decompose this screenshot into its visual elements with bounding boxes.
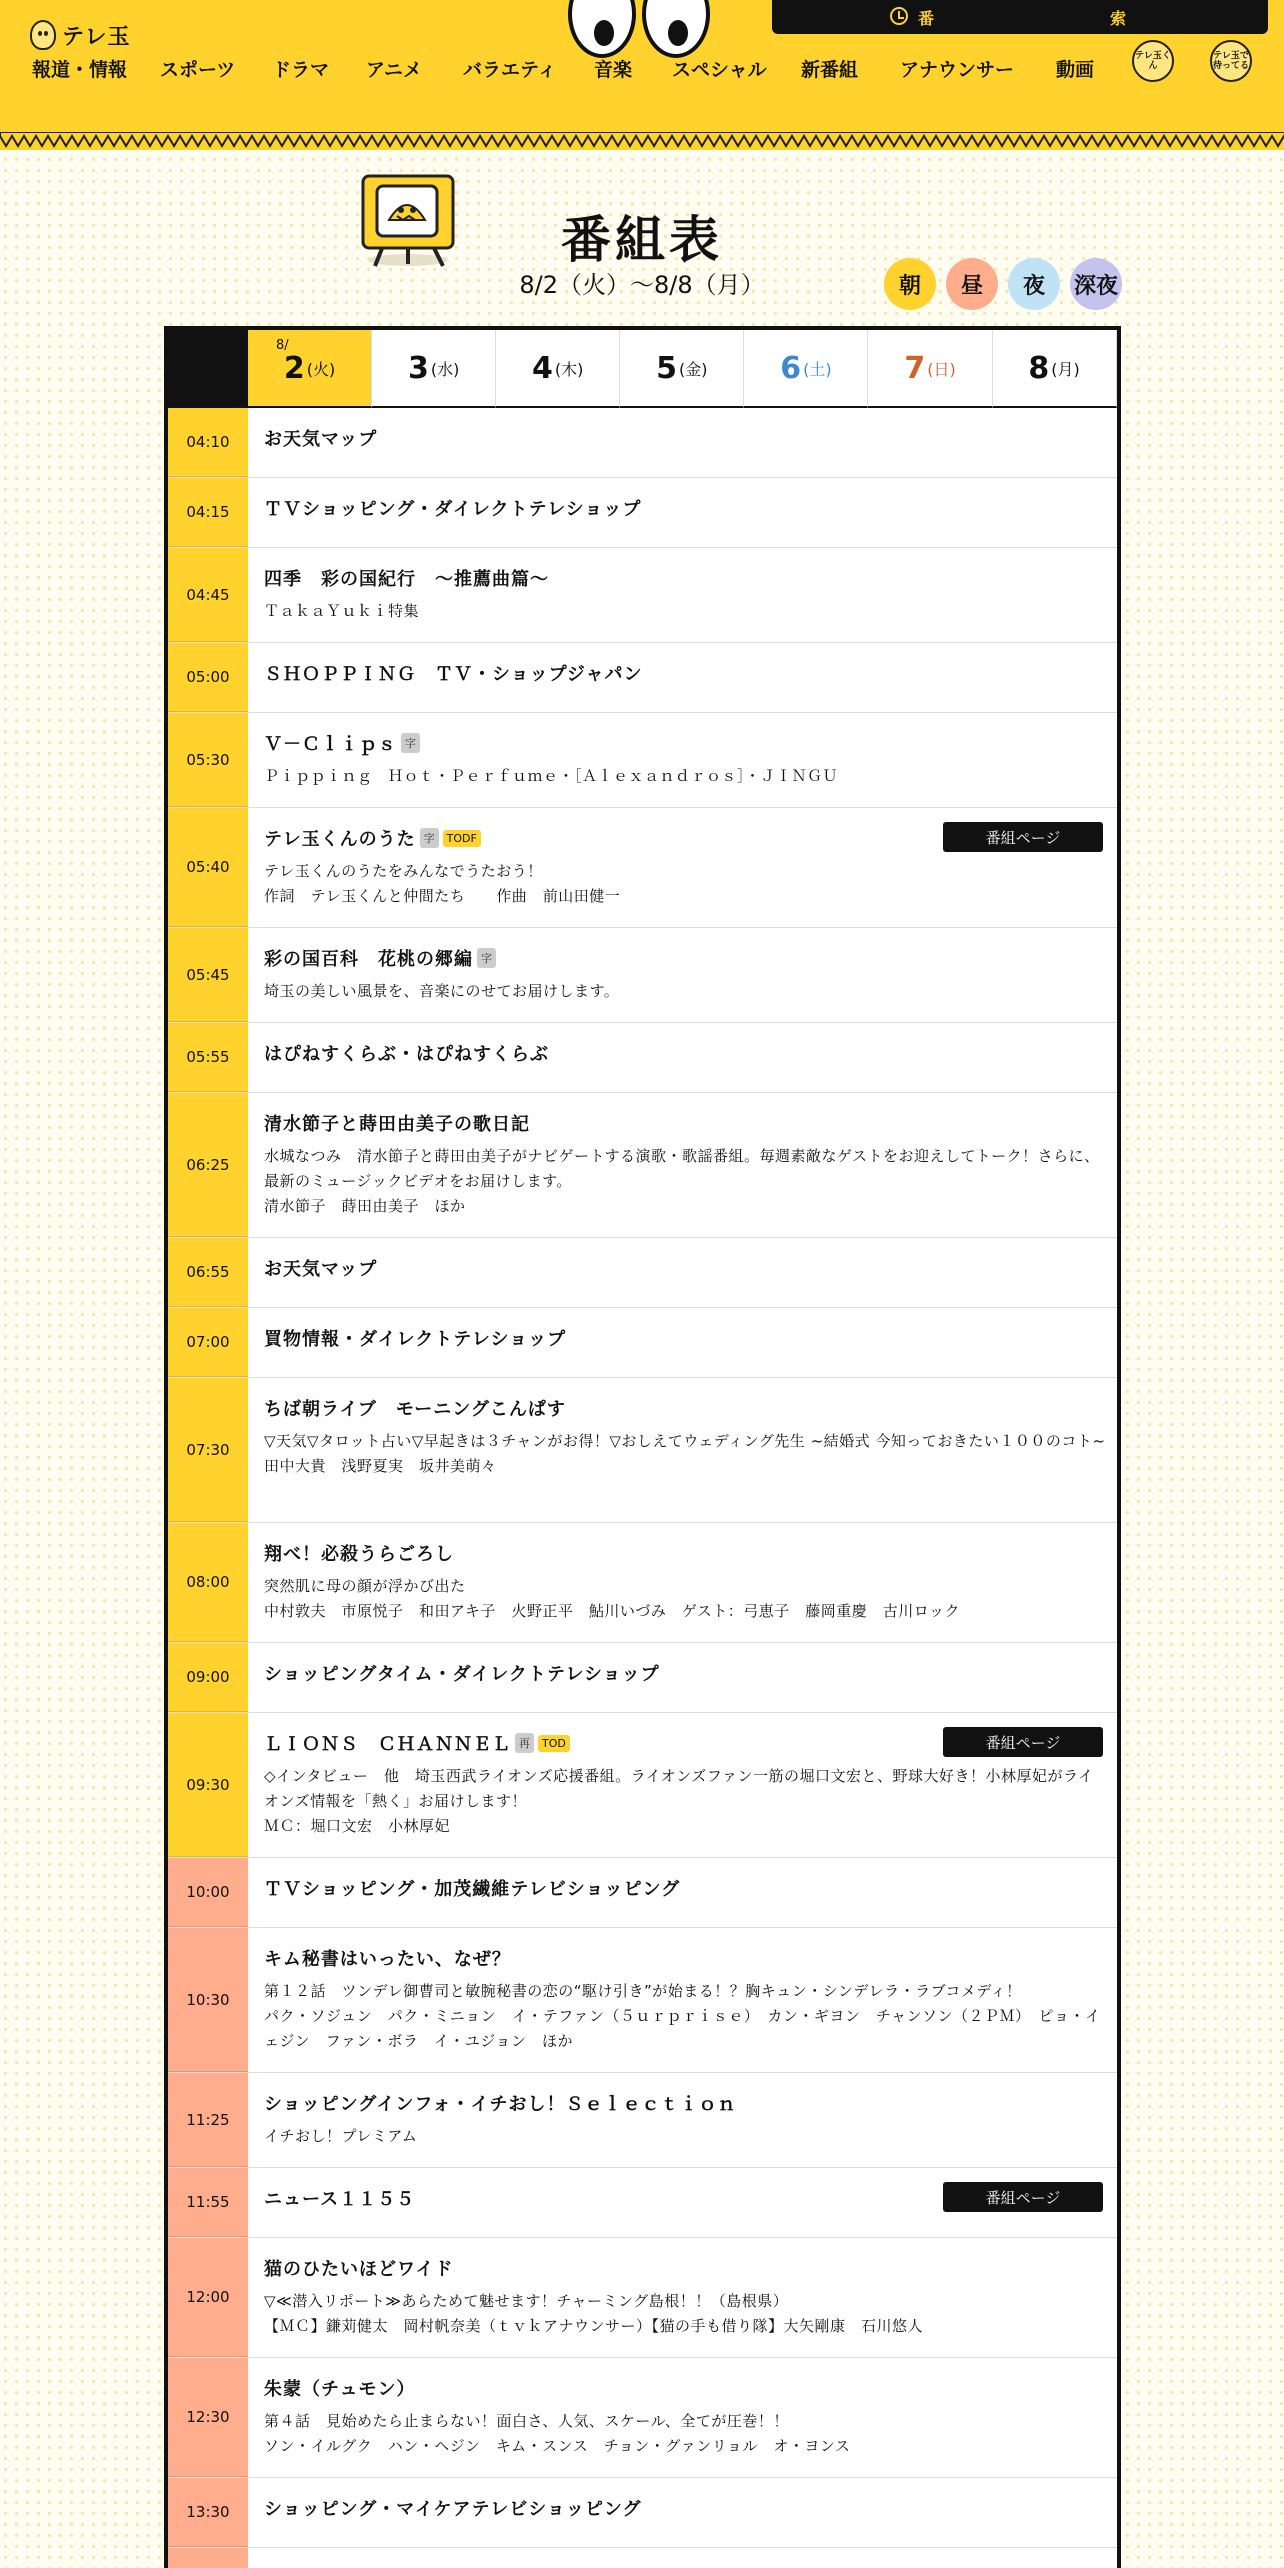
program-row xyxy=(168,1523,1117,1643)
day-tab-weekday: (木) xyxy=(554,359,584,379)
program-row xyxy=(168,2238,1117,2358)
day-tab-weekday: (土) xyxy=(803,359,832,379)
program-description-line: ＴａｋａＹｕｋｉ特集 xyxy=(264,602,420,620)
program-description-line: ▽天気▽タロット占い▽早起きは３チャンがお得！▽おしえてウェディング先生 ~結婚式 今知っておきたい１００のコト~ xyxy=(264,1432,1106,1450)
day-tab-date: 5 xyxy=(656,350,678,386)
program-tag-badge: TODF xyxy=(443,830,481,847)
day-tab[interactable] xyxy=(248,330,372,408)
program-info xyxy=(264,1643,1117,1686)
nav-item-sports[interactable]: スポーツ xyxy=(160,59,236,81)
day-tab-weekday: (金) xyxy=(679,359,708,379)
program-time xyxy=(168,2548,248,2568)
program-time: 09:00 xyxy=(168,1643,248,1712)
program-time: 06:55 xyxy=(168,1238,248,1307)
day-tab-month: 8/ xyxy=(276,338,289,353)
teletama-kun-badge[interactable] xyxy=(1132,40,1174,82)
site-logo[interactable] xyxy=(30,16,131,54)
site-header xyxy=(0,0,1284,150)
program-title-line xyxy=(264,660,1107,686)
program-description-line: ◇インタビュー 他 埼玉西武ライオンズ応援番組。ライオンズファン一筋の堀口文宏と、野球大好き！小林厚妃がライオンズ情報を「熱く」お届けします！ xyxy=(264,1767,1094,1810)
program-description-line: ▽≪潜入リポート≫あらためて魅せます！チャーミング島根！！（島根県） xyxy=(264,2292,789,2310)
program-time: 04:10 xyxy=(168,408,248,477)
program-description xyxy=(264,599,1107,624)
program-row xyxy=(168,1093,1117,1238)
program-description-line: テレ玉くんのうたをみんなでうたおう！ xyxy=(264,862,543,880)
program-title[interactable]: 四季 彩の国紀行 ～推薦曲篇～ xyxy=(264,569,549,590)
program-info xyxy=(264,548,1117,624)
program-title-line xyxy=(264,1395,1107,1421)
program-info xyxy=(264,1023,1117,1066)
program-title-line xyxy=(264,495,1107,521)
program-title[interactable]: ショッピング・マイケアテレビショッピング xyxy=(264,2499,642,2520)
program-info xyxy=(264,1238,1117,1281)
program-title[interactable]: ＴＶショッピング・ダイレクトテレショップ xyxy=(264,499,642,520)
day-tab-weekday: (日) xyxy=(927,359,956,379)
nav-item-announcers[interactable]: アナウンサー xyxy=(900,59,1015,81)
program-row xyxy=(168,2548,1117,2568)
program-title[interactable]: はぴねすくらぶ・はぴねすくらぶ xyxy=(264,1044,549,1065)
program-tag-badge: 字 xyxy=(401,733,420,753)
program-title-line xyxy=(264,2090,1107,2116)
program-description xyxy=(264,2409,1107,2459)
nav-item-anime[interactable]: アニメ xyxy=(366,59,423,81)
day-tab[interactable] xyxy=(496,330,620,408)
program-time: 09:30 xyxy=(168,1713,248,1857)
program-time: 11:55 xyxy=(168,2168,248,2237)
nav-item-music[interactable]: 音楽 xyxy=(594,59,633,81)
program-description-line: 水城なつみ 清水節子と蒔田由美子がナビゲートする演歌・歌謡番組。毎週素敵なゲストをお迎えしてトーク！さらに、最新のミュージックビデオをお届けします。 xyxy=(264,1147,1100,1190)
date-range: 8/2（火）〜8/8（月） xyxy=(519,271,765,299)
program-row xyxy=(168,1928,1117,2073)
program-tag-badge: 字 xyxy=(420,828,439,848)
nav-item-videos[interactable]: 動画 xyxy=(1056,59,1095,81)
logo-text: テレ玉 xyxy=(62,24,131,50)
program-title-line xyxy=(264,2375,1107,2401)
program-row xyxy=(168,1238,1117,1308)
program-info xyxy=(264,2238,1117,2339)
program-row xyxy=(168,713,1117,808)
night-button[interactable]: 夜 xyxy=(1008,258,1060,310)
nav-item-variety[interactable]: バラエティ xyxy=(463,59,557,81)
program-row xyxy=(168,2358,1117,2478)
program-time: 04:45 xyxy=(168,548,248,642)
program-info xyxy=(264,1378,1117,1479)
program-info xyxy=(264,408,1117,451)
program-list xyxy=(168,408,1117,2568)
program-description xyxy=(264,1144,1107,1219)
day-tab-date: 3 xyxy=(407,350,429,386)
program-description xyxy=(264,859,1107,909)
program-row xyxy=(168,2168,1117,2238)
program-info xyxy=(264,2548,1117,2568)
program-description-line: ソン・イルグク ハン・ヘジン キム・スンス チョン・グァンリョル オ・ヨンス xyxy=(264,2437,851,2455)
program-row xyxy=(168,1378,1117,1523)
badge-label: テレ玉で待ってる xyxy=(1212,51,1249,71)
day-tab-date: 4 xyxy=(532,350,553,386)
day-tab-weekday: (月) xyxy=(1051,359,1080,379)
day-tab[interactable] xyxy=(372,330,496,408)
program-title[interactable]: ＴＶショッピング・加茂繊維テレビショッピング xyxy=(264,1879,681,1900)
program-title[interactable]: テレ玉くんのうた xyxy=(264,829,416,850)
program-description-line: 第４話 見始めたら止まらない！面白さ、人気、スケール、全てが圧巻！！ xyxy=(264,2412,789,2430)
program-title[interactable]: ショッピングタイム・ダイレクトテレショップ xyxy=(264,1664,660,1685)
program-title[interactable]: 清水節子と蒔田由美子の歌日記 xyxy=(264,1114,530,1135)
program-tag-badge: 再 xyxy=(515,1733,534,1753)
day-tab-date: 7 xyxy=(904,350,926,386)
program-row xyxy=(168,478,1117,548)
program-time: 10:30 xyxy=(168,1928,248,2072)
program-title-line xyxy=(264,1255,1107,1281)
waiting-badge[interactable] xyxy=(1210,40,1252,82)
program-row xyxy=(168,548,1117,643)
program-description-line: 突然肌に母の顔が浮かび出た xyxy=(264,1577,466,1595)
nav-item-drama[interactable]: ドラマ xyxy=(272,59,330,81)
nav-item-new-programs[interactable]: 新番組 xyxy=(801,59,859,81)
program-time: 12:00 xyxy=(168,2238,248,2357)
program-title-line xyxy=(264,425,1107,451)
program-row xyxy=(168,408,1117,478)
program-row xyxy=(168,2073,1117,2168)
program-title-line xyxy=(264,1540,1107,1566)
noon-button[interactable]: 昼 xyxy=(946,258,998,310)
program-info xyxy=(264,1928,1117,2054)
program-time: 05:55 xyxy=(168,1023,248,1092)
day-tab[interactable] xyxy=(744,330,868,408)
program-info xyxy=(264,1858,1117,1901)
program-title-line xyxy=(264,1945,1107,1971)
program-time: 05:30 xyxy=(168,713,248,807)
nav-item-news[interactable]: 報道・情報 xyxy=(32,59,128,81)
program-row xyxy=(168,928,1117,1023)
program-description-line: ＭＣ：堀口文宏 小林厚妃 xyxy=(264,1817,451,1835)
main-nav xyxy=(0,55,1284,85)
program-title[interactable]: Ｖ－Ｃｌｉｐｓ xyxy=(264,734,397,755)
program-title-line xyxy=(264,565,1107,591)
program-title-line xyxy=(264,1325,1107,1351)
program-info xyxy=(264,2358,1117,2459)
day-tab-date: 8 xyxy=(1028,350,1050,386)
program-row xyxy=(168,808,1117,928)
program-title-line xyxy=(264,2255,1107,2281)
search-bar-text-right: 索 xyxy=(1110,9,1127,28)
program-tag-badge: TOD xyxy=(538,1735,570,1752)
program-info xyxy=(264,1308,1117,1351)
program-time: 11:25 xyxy=(168,2073,248,2167)
program-time: 08:00 xyxy=(168,1523,248,1642)
program-title-line xyxy=(264,1040,1107,1066)
program-description-line: 清水節子 蒔田由美子 ほか xyxy=(264,1197,466,1215)
program-title[interactable]: お天気マップ xyxy=(264,429,378,450)
program-info xyxy=(264,2073,1117,2149)
program-info xyxy=(264,928,1117,1004)
program-title[interactable]: 朱蒙（チュモン） xyxy=(264,2379,416,2400)
program-title[interactable]: お天気マップ xyxy=(264,1259,378,1280)
program-time: 07:30 xyxy=(168,1378,248,1522)
program-info xyxy=(264,713,1117,789)
day-tab-date: 6 xyxy=(780,350,802,386)
corner-cell xyxy=(168,330,248,408)
program-title[interactable]: ＬＩＯＮＳ ＣＨＡＮＮＥＬ xyxy=(264,1734,511,1755)
program-title-line xyxy=(264,2495,1107,2521)
time-of-day-buttons xyxy=(884,258,1124,312)
program-row xyxy=(168,643,1117,713)
program-page-button[interactable]: 番組ページ xyxy=(943,822,1103,852)
program-info xyxy=(264,1093,1117,1219)
program-info xyxy=(264,478,1117,521)
program-description xyxy=(264,2289,1107,2339)
header-zigzag-edge xyxy=(0,132,1284,152)
program-row xyxy=(168,2478,1117,2548)
program-description-line: 中村敦夫 市原悦子 和田アキ子 火野正平 鮎川いづみ ゲスト：弓恵子 藤岡重慶 古川ロック xyxy=(264,1602,961,1620)
program-title-line xyxy=(264,1110,1107,1136)
program-title-line xyxy=(264,1660,1107,1686)
day-tabs xyxy=(168,330,1117,408)
page-title: 番組表 xyxy=(561,211,723,269)
program-time: 13:30 xyxy=(168,2478,248,2547)
program-title[interactable]: ニュース１１５５ xyxy=(264,2189,416,2210)
program-title-line xyxy=(264,945,1107,971)
program-info xyxy=(264,643,1117,686)
program-title[interactable]: 猫のひたいほどワイド xyxy=(264,2259,454,2280)
day-tab-weekday: (水) xyxy=(430,359,460,379)
program-row xyxy=(168,1308,1117,1378)
search-bar-text-left: 番 xyxy=(918,9,935,28)
program-time: 07:00 xyxy=(168,1308,248,1377)
program-schedule xyxy=(164,326,1121,2568)
morning-button[interactable]: 朝 xyxy=(884,258,936,310)
program-description-line: 作詞 テレ玉くんと仲間たち 作曲 前山田健一 xyxy=(264,887,621,905)
program-info xyxy=(264,1523,1117,1624)
day-tab-weekday: (火) xyxy=(306,359,336,379)
badge-label: テレ玉くん xyxy=(1135,51,1171,71)
day-tab-date: 2 xyxy=(283,350,305,386)
program-info xyxy=(264,2478,1117,2521)
program-title-line xyxy=(264,1875,1107,1901)
program-title[interactable]: ショッピングインフォ・イチおし！Ｓｅｌｅｃｔｉｏｎ xyxy=(264,2094,737,2115)
mascot-eyes-icon xyxy=(568,0,716,60)
late-night-button[interactable]: 深夜 xyxy=(1070,258,1122,310)
program-time: 05:00 xyxy=(168,643,248,712)
program-title-line xyxy=(264,730,1107,756)
program-title[interactable]: 買物情報・ダイレクトテレショップ xyxy=(264,1329,567,1350)
clock-icon xyxy=(890,7,908,25)
program-description-line: 田中大貴 浅野夏実 坂井美萌々 xyxy=(264,1457,497,1475)
program-time: 10:00 xyxy=(168,1858,248,1927)
program-row xyxy=(168,1643,1117,1713)
program-description xyxy=(264,1764,1107,1839)
program-title[interactable]: ＳＨＯＰＰＩＮＧ ＴＶ・ショップジャパン xyxy=(264,664,643,685)
program-title[interactable]: ちば朝ライブ モーニングこんぱす xyxy=(264,1399,566,1420)
nav-item-special[interactable]: スペシャル xyxy=(672,59,767,81)
program-description-line: パク・ソジュン パク・ミニョン イ・テファン（５ｕｒｐｒｉｓｅ） カン・ギヨン チャンソン（２ＰＭ） ピョ・イェジン ファン・ボラ イ・ユジョン ほか xyxy=(264,2007,1101,2050)
program-page-button[interactable]: 番組ページ xyxy=(943,1727,1103,1757)
day-tab[interactable] xyxy=(993,330,1117,408)
program-title[interactable]: 翔べ！必殺うらごろし xyxy=(264,1544,454,1565)
program-description-line: 埼玉の美しい風景を、音楽にのせてお届けします。 xyxy=(264,982,620,1000)
program-description-line: Ｐｉｐｐｉｎｇ Ｈｏｔ・Ｐｅｒｆｕｍｅ・［Ａｌｅｘａｎｄｒｏｓ］・ＪＩＮＧＵ xyxy=(264,767,839,785)
day-tab[interactable] xyxy=(620,330,744,408)
mascot-icon xyxy=(30,20,56,50)
program-description xyxy=(264,979,1107,1004)
program-time: 05:45 xyxy=(168,928,248,1022)
program-title[interactable]: 彩の国百科 花桃の郷編 xyxy=(264,949,473,970)
day-tab[interactable] xyxy=(868,330,992,408)
program-description xyxy=(264,1979,1107,2054)
program-description xyxy=(264,2124,1107,2149)
program-search-bar[interactable] xyxy=(772,0,1268,34)
program-description xyxy=(264,764,1107,789)
program-time: 04:15 xyxy=(168,478,248,547)
program-row xyxy=(168,1713,1117,1858)
program-description-line: 第１２話 ツンデレ御曹司と敏腕秘書の恋の“駆け引き”が始まる！？胸キュン・シンデレラ・ラブコメディ！ xyxy=(264,1982,1022,2000)
program-title[interactable]: キム秘書はいったい、なぜ？ xyxy=(264,1949,511,1970)
program-row xyxy=(168,1858,1117,1928)
program-description xyxy=(264,1429,1107,1479)
program-description-line: 【ＭＣ】鎌苅健太 岡村帆奈美（ｔｖｋアナウンサー）【猫の手も借り隊】大矢剛康 石川悠人 xyxy=(264,2317,924,2335)
program-time: 05:40 xyxy=(168,808,248,927)
program-time: 06:25 xyxy=(168,1093,248,1237)
program-page-button[interactable]: 番組ページ xyxy=(943,2182,1103,2212)
program-row xyxy=(168,1023,1117,1093)
program-description-line: イチおし！プレミアム xyxy=(264,2127,418,2145)
program-description xyxy=(264,1574,1107,1624)
program-time: 12:30 xyxy=(168,2358,248,2477)
program-tag-badge: 字 xyxy=(477,948,496,968)
